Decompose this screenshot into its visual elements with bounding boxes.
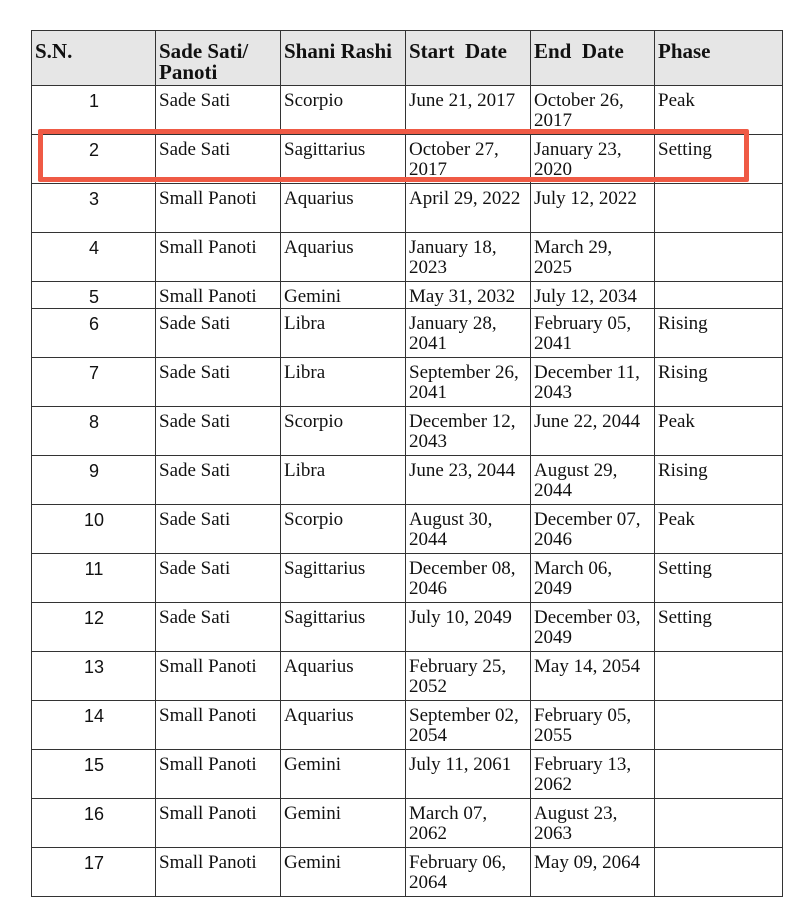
table-row [32, 652, 783, 701]
cell-end: December 11, 2043 [531, 358, 655, 407]
cell-phase [655, 750, 783, 799]
table-row [32, 282, 783, 309]
table-row [32, 554, 783, 603]
cell-type: Small Panoti [156, 750, 281, 799]
table-row [32, 750, 783, 799]
cell-phase [655, 184, 783, 233]
cell-sn: 14 [32, 701, 156, 750]
header-sn: S.N. [32, 31, 156, 86]
cell-end: May 14, 2054 [531, 652, 655, 701]
cell-sn: 2 [32, 135, 156, 184]
cell-phase [655, 799, 783, 848]
cell-start: February 06, 2064 [406, 848, 531, 897]
cell-start: December 12, 2043 [406, 407, 531, 456]
cell-type: Small Panoti [156, 233, 281, 282]
cell-rashi: Libra [281, 358, 406, 407]
cell-end: October 26, 2017 [531, 86, 655, 135]
cell-sn: 17 [32, 848, 156, 897]
table-row [32, 184, 783, 233]
cell-type: Sade Sati [156, 456, 281, 505]
cell-end: August 23, 2063 [531, 799, 655, 848]
cell-sn: 10 [32, 505, 156, 554]
cell-phase: Setting [655, 135, 783, 184]
cell-end: January 23, 2020 [531, 135, 655, 184]
cell-end: February 05, 2055 [531, 701, 655, 750]
cell-type: Sade Sati [156, 554, 281, 603]
cell-sn: 8 [32, 407, 156, 456]
cell-type: Sade Sati [156, 603, 281, 652]
cell-rashi: Aquarius [281, 184, 406, 233]
cell-rashi: Aquarius [281, 652, 406, 701]
cell-start: April 29, 2022 [406, 184, 531, 233]
table-row [32, 799, 783, 848]
cell-phase [655, 282, 783, 309]
header-end-date: End Date [531, 31, 655, 86]
cell-rashi: Sagittarius [281, 603, 406, 652]
cell-start: January 28, 2041 [406, 309, 531, 358]
cell-rashi: Gemini [281, 799, 406, 848]
table-row [32, 358, 783, 407]
cell-start: January 18, 2023 [406, 233, 531, 282]
table-row [32, 701, 783, 750]
table-row [32, 407, 783, 456]
cell-type: Small Panoti [156, 184, 281, 233]
table-row [32, 86, 783, 135]
cell-start: July 11, 2061 [406, 750, 531, 799]
cell-sn: 16 [32, 799, 156, 848]
cell-phase: Rising [655, 456, 783, 505]
cell-end: December 03, 2049 [531, 603, 655, 652]
cell-start: December 08, 2046 [406, 554, 531, 603]
cell-start: September 26, 2041 [406, 358, 531, 407]
cell-rashi: Gemini [281, 848, 406, 897]
table-row [32, 309, 783, 358]
cell-rashi: Libra [281, 456, 406, 505]
cell-sn: 6 [32, 309, 156, 358]
cell-end: June 22, 2044 [531, 407, 655, 456]
cell-phase [655, 701, 783, 750]
cell-start: May 31, 2032 [406, 282, 531, 309]
cell-type: Small Panoti [156, 799, 281, 848]
cell-rashi: Scorpio [281, 407, 406, 456]
cell-phase: Peak [655, 407, 783, 456]
table-row [32, 456, 783, 505]
header-type: Sade Sati/ Panoti [156, 31, 281, 86]
cell-sn: 9 [32, 456, 156, 505]
cell-type: Sade Sati [156, 86, 281, 135]
cell-phase [655, 848, 783, 897]
cell-phase: Rising [655, 358, 783, 407]
cell-end: August 29, 2044 [531, 456, 655, 505]
table-row-highlighted [32, 135, 783, 184]
table-row [32, 603, 783, 652]
cell-sn: 5 [32, 282, 156, 309]
cell-rashi: Aquarius [281, 233, 406, 282]
cell-rashi: Sagittarius [281, 135, 406, 184]
cell-start: October 27, 2017 [406, 135, 531, 184]
cell-end: February 05, 2041 [531, 309, 655, 358]
cell-type: Small Panoti [156, 848, 281, 897]
cell-type: Sade Sati [156, 407, 281, 456]
cell-phase: Setting [655, 554, 783, 603]
cell-type: Sade Sati [156, 505, 281, 554]
cell-sn: 4 [32, 233, 156, 282]
cell-end: March 06, 2049 [531, 554, 655, 603]
cell-end: July 12, 2034 [531, 282, 655, 309]
cell-type: Small Panoti [156, 701, 281, 750]
header-start-date: Start Date [406, 31, 531, 86]
cell-phase: Rising [655, 309, 783, 358]
cell-type: Sade Sati [156, 135, 281, 184]
cell-start: September 02, 2054 [406, 701, 531, 750]
cell-sn: 1 [32, 86, 156, 135]
cell-end: May 09, 2064 [531, 848, 655, 897]
cell-rashi: Gemini [281, 282, 406, 309]
cell-phase: Setting [655, 603, 783, 652]
table-header-row [32, 31, 783, 86]
cell-end: February 13, 2062 [531, 750, 655, 799]
cell-start: June 21, 2017 [406, 86, 531, 135]
cell-start: March 07, 2062 [406, 799, 531, 848]
cell-start: June 23, 2044 [406, 456, 531, 505]
cell-start: February 25, 2052 [406, 652, 531, 701]
cell-end: July 12, 2022 [531, 184, 655, 233]
cell-phase: Peak [655, 86, 783, 135]
cell-phase [655, 652, 783, 701]
cell-type: Sade Sati [156, 358, 281, 407]
sade-sati-table [31, 30, 783, 897]
cell-rashi: Sagittarius [281, 554, 406, 603]
cell-rashi: Gemini [281, 750, 406, 799]
cell-end: March 29, 2025 [531, 233, 655, 282]
cell-rashi: Aquarius [281, 701, 406, 750]
cell-end: December 07, 2046 [531, 505, 655, 554]
cell-sn: 3 [32, 184, 156, 233]
cell-type: Small Panoti [156, 282, 281, 309]
table-row [32, 848, 783, 897]
cell-sn: 11 [32, 554, 156, 603]
table-row [32, 505, 783, 554]
cell-rashi: Libra [281, 309, 406, 358]
cell-sn: 15 [32, 750, 156, 799]
cell-phase: Peak [655, 505, 783, 554]
header-phase: Phase [655, 31, 783, 86]
cell-sn: 13 [32, 652, 156, 701]
cell-start: August 30, 2044 [406, 505, 531, 554]
table-row [32, 233, 783, 282]
cell-sn: 7 [32, 358, 156, 407]
cell-type: Sade Sati [156, 309, 281, 358]
cell-phase [655, 233, 783, 282]
cell-rashi: Scorpio [281, 86, 406, 135]
header-shani-rashi: Shani Rashi [281, 31, 406, 86]
cell-rashi: Scorpio [281, 505, 406, 554]
cell-start: July 10, 2049 [406, 603, 531, 652]
cell-type: Small Panoti [156, 652, 281, 701]
cell-sn: 12 [32, 603, 156, 652]
